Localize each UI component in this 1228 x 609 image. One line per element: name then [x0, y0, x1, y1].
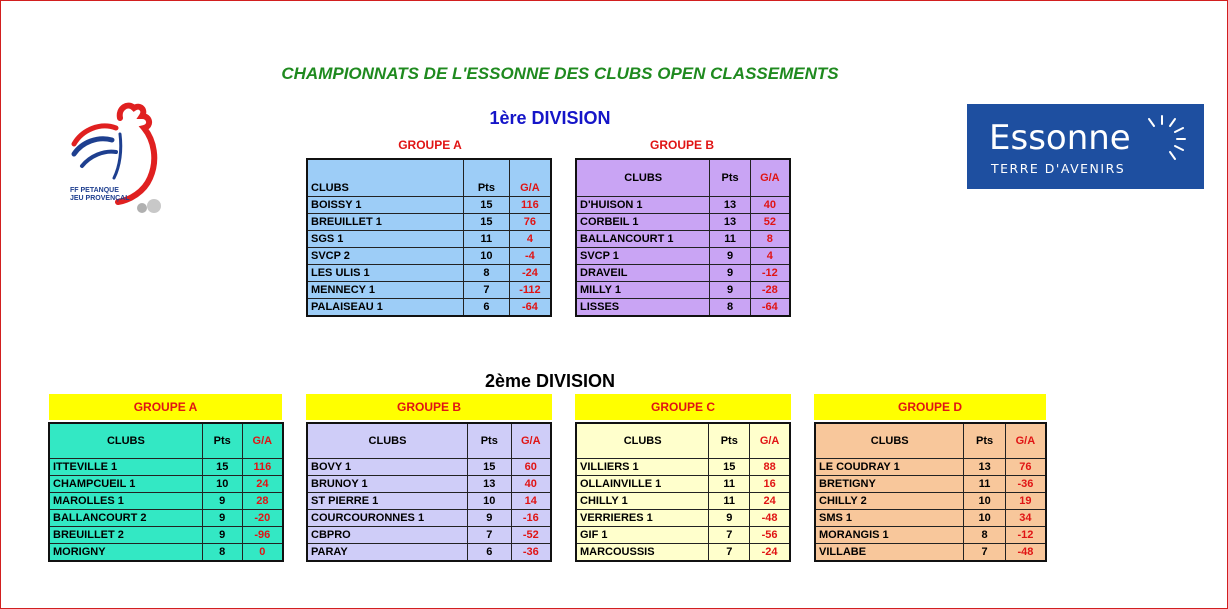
sun-icon: [1137, 114, 1187, 164]
club-points: 13: [467, 476, 511, 493]
club-points: 13: [964, 459, 1005, 476]
header-pts: Pts: [710, 159, 750, 197]
club-name: VILLIERS 1: [576, 459, 709, 476]
club-goal-average: -24: [750, 544, 790, 562]
club-name: DRAVEIL: [576, 265, 710, 282]
club-points: 15: [463, 197, 509, 214]
div1-groupA-label: GROUPE A: [398, 138, 462, 152]
club-name: COURCOURONNES 1: [307, 510, 467, 527]
table-row: [307, 299, 551, 317]
club-goal-average: -64: [509, 299, 551, 317]
ffp-logo-text: [70, 187, 130, 203]
header-ga: G/A: [750, 159, 790, 197]
table-row: [815, 510, 1046, 527]
club-points: 9: [709, 510, 750, 527]
club-points: 10: [463, 248, 509, 265]
club-points: 11: [709, 493, 750, 510]
table-row: [307, 214, 551, 231]
club-goal-average: -12: [750, 265, 790, 282]
club-name: MARCOUSSIS: [576, 544, 709, 562]
club-name: BOISSY 1: [307, 197, 463, 214]
header-row: [307, 159, 551, 197]
club-goal-average: -20: [242, 510, 283, 527]
club-goal-average: 8: [750, 231, 790, 248]
club-name: BALLANCOURT 1: [576, 231, 710, 248]
club-name: BRETIGNY: [815, 476, 964, 493]
club-goal-average: 116: [242, 459, 283, 476]
club-goal-average: -64: [750, 299, 790, 317]
club-goal-average: -36: [1005, 476, 1046, 493]
club-name: SGS 1: [307, 231, 463, 248]
club-goal-average: 40: [750, 197, 790, 214]
club-goal-average: 0: [242, 544, 283, 562]
table-row: [576, 493, 790, 510]
club-points: 11: [710, 231, 750, 248]
header-row: [49, 423, 283, 459]
div2-groupA-table: [48, 422, 284, 562]
club-name: MORIGNY: [49, 544, 202, 562]
club-name: BALLANCOURT 2: [49, 510, 202, 527]
header-clubs: CLUBS: [576, 159, 710, 197]
club-points: 8: [463, 265, 509, 282]
club-points: 9: [202, 493, 242, 510]
club-name: CHILLY 2: [815, 493, 964, 510]
header-ga: G/A: [509, 159, 551, 197]
div1-groupB-label: GROUPE B: [649, 138, 714, 152]
club-name: PARAY: [307, 544, 467, 562]
club-goal-average: -112: [509, 282, 551, 299]
table-row: [576, 510, 790, 527]
div2-groupD-table: [814, 422, 1047, 562]
div2-groupD-label: GROUPE D: [814, 394, 1046, 420]
club-points: 13: [710, 197, 750, 214]
club-points: 13: [710, 214, 750, 231]
club-points: 9: [202, 527, 242, 544]
table-row: [307, 248, 551, 265]
club-points: 11: [964, 476, 1005, 493]
club-name: CHAMPCUEIL 1: [49, 476, 202, 493]
header-ga: G/A: [1005, 423, 1046, 459]
club-goal-average: -96: [242, 527, 283, 544]
club-goal-average: 24: [750, 493, 790, 510]
club-points: 7: [709, 544, 750, 562]
club-points: 7: [463, 282, 509, 299]
club-goal-average: 24: [242, 476, 283, 493]
club-goal-average: 60: [511, 459, 551, 476]
club-points: 10: [964, 493, 1005, 510]
club-name: VERRIERES 1: [576, 510, 709, 527]
header-pts: Pts: [709, 423, 750, 459]
club-name: ST PIERRE 1: [307, 493, 467, 510]
div1-groupA-table: [306, 158, 552, 317]
header-row: [576, 159, 790, 197]
div2-groupB-table: [306, 422, 552, 562]
club-goal-average: -48: [1005, 544, 1046, 562]
table-row: [307, 527, 551, 544]
club-points: 7: [709, 527, 750, 544]
table-row: [815, 527, 1046, 544]
table-row: [576, 197, 790, 214]
club-goal-average: 28: [242, 493, 283, 510]
club-name: PALAISEAU 1: [307, 299, 463, 317]
club-goal-average: -28: [750, 282, 790, 299]
club-goal-average: -52: [511, 527, 551, 544]
table-row: [307, 459, 551, 476]
club-points: 6: [463, 299, 509, 317]
club-name: BOVY 1: [307, 459, 467, 476]
table-row: [815, 476, 1046, 493]
header-ga: G/A: [511, 423, 551, 459]
club-goal-average: 16: [750, 476, 790, 493]
table-row: [307, 265, 551, 282]
club-goal-average: 14: [511, 493, 551, 510]
table-row: [307, 476, 551, 493]
table-row: [576, 265, 790, 282]
club-points: 9: [710, 265, 750, 282]
table-row: [576, 459, 790, 476]
header-pts: Pts: [964, 423, 1005, 459]
club-name: LISSES: [576, 299, 710, 317]
club-points: 15: [463, 214, 509, 231]
club-name: CORBEIL 1: [576, 214, 710, 231]
club-name: D'HUISON 1: [576, 197, 710, 214]
club-goal-average: 4: [509, 231, 551, 248]
div2-groupC-label: GROUPE C: [575, 394, 791, 420]
club-name: LE COUDRAY 1: [815, 459, 964, 476]
table-row: [307, 282, 551, 299]
club-points: 15: [467, 459, 511, 476]
table-row: [815, 544, 1046, 562]
club-name: CBPRO: [307, 527, 467, 544]
club-points: 9: [202, 510, 242, 527]
club-goal-average: 52: [750, 214, 790, 231]
essonne-subtitle: TERRE D'AVENIRS: [991, 161, 1126, 176]
header-pts: Pts: [202, 423, 242, 459]
header-row: [307, 423, 551, 459]
club-goal-average: 40: [511, 476, 551, 493]
club-goal-average: 4: [750, 248, 790, 265]
ffp-line2: JEU PROVENÇAL: [70, 195, 130, 202]
table-row: [576, 231, 790, 248]
table-row: [576, 248, 790, 265]
club-points: 15: [709, 459, 750, 476]
club-points: 7: [964, 544, 1005, 562]
club-name: CHILLY 1: [576, 493, 709, 510]
table-row: [576, 476, 790, 493]
club-name: BRUNOY 1: [307, 476, 467, 493]
club-points: 10: [202, 476, 242, 493]
table-row: [576, 527, 790, 544]
page-title: CHAMPIONNATS DE L'ESSONNE DES CLUBS OPEN CLASSEMENTS: [281, 64, 839, 83]
club-points: 10: [467, 493, 511, 510]
header-ga: G/A: [750, 423, 790, 459]
table-row: [307, 231, 551, 248]
table-row: [49, 459, 283, 476]
club-goal-average: 34: [1005, 510, 1046, 527]
header-clubs: CLUBS: [307, 159, 463, 197]
table-row: [307, 197, 551, 214]
club-goal-average: -12: [1005, 527, 1046, 544]
table-row: [49, 493, 283, 510]
club-name: SVCP 1: [576, 248, 710, 265]
club-goal-average: 76: [509, 214, 551, 231]
club-goal-average: 88: [750, 459, 790, 476]
div2-groupA-label: GROUPE A: [49, 394, 282, 420]
table-row: [576, 214, 790, 231]
header-row: [815, 423, 1046, 459]
table-row: [576, 544, 790, 562]
table-row: [49, 476, 283, 493]
club-points: 6: [467, 544, 511, 562]
header-row: [576, 423, 790, 459]
club-points: 8: [964, 527, 1005, 544]
club-name: ITTEVILLE 1: [49, 459, 202, 476]
club-goal-average: -56: [750, 527, 790, 544]
club-points: 15: [202, 459, 242, 476]
club-points: 10: [964, 510, 1005, 527]
header-clubs: CLUBS: [307, 423, 467, 459]
header-pts: Pts: [467, 423, 511, 459]
club-name: SVCP 2: [307, 248, 463, 265]
table-row: [576, 282, 790, 299]
club-name: GIF 1: [576, 527, 709, 544]
table-row: [815, 459, 1046, 476]
header-clubs: CLUBS: [815, 423, 964, 459]
table-row: [49, 510, 283, 527]
club-name: MENNECY 1: [307, 282, 463, 299]
ffp-line1: FF PETANQUE: [70, 187, 119, 194]
div1-groupB-table: [575, 158, 791, 317]
club-name: OLLAINVILLE 1: [576, 476, 709, 493]
club-goal-average: 76: [1005, 459, 1046, 476]
header-pts: Pts: [463, 159, 509, 197]
table-row: [307, 493, 551, 510]
club-points: 11: [463, 231, 509, 248]
table-row: [307, 544, 551, 562]
club-goal-average: -48: [750, 510, 790, 527]
club-points: 9: [467, 510, 511, 527]
table-row: [576, 299, 790, 317]
club-points: 9: [710, 248, 750, 265]
club-name: LES ULIS 1: [307, 265, 463, 282]
club-name: MORANGIS 1: [815, 527, 964, 544]
club-points: 7: [467, 527, 511, 544]
club-goal-average: -16: [511, 510, 551, 527]
div2-groupC-table: [575, 422, 791, 562]
essonne-logo: [967, 104, 1204, 189]
essonne-word: Essonne: [989, 118, 1131, 158]
club-points: 9: [710, 282, 750, 299]
div1-title: 1ère DIVISION: [489, 108, 611, 128]
club-goal-average: 116: [509, 197, 551, 214]
club-name: MILLY 1: [576, 282, 710, 299]
header-clubs: CLUBS: [576, 423, 709, 459]
table-row: [49, 544, 283, 562]
club-name: BREUILLET 2: [49, 527, 202, 544]
club-name: SMS 1: [815, 510, 964, 527]
club-name: VILLABE: [815, 544, 964, 562]
club-points: 8: [710, 299, 750, 317]
club-goal-average: -24: [509, 265, 551, 282]
club-goal-average: 19: [1005, 493, 1046, 510]
header-ga: G/A: [242, 423, 283, 459]
club-goal-average: -36: [511, 544, 551, 562]
club-name: BREUILLET 1: [307, 214, 463, 231]
div2-groupB-label: GROUPE B: [306, 394, 552, 420]
club-goal-average: -4: [509, 248, 551, 265]
header-clubs: CLUBS: [49, 423, 202, 459]
table-row: [307, 510, 551, 527]
club-points: 8: [202, 544, 242, 562]
div2-title: 2ème DIVISION: [484, 371, 616, 391]
table-row: [815, 493, 1046, 510]
club-points: 11: [709, 476, 750, 493]
table-row: [49, 527, 283, 544]
club-name: MAROLLES 1: [49, 493, 202, 510]
